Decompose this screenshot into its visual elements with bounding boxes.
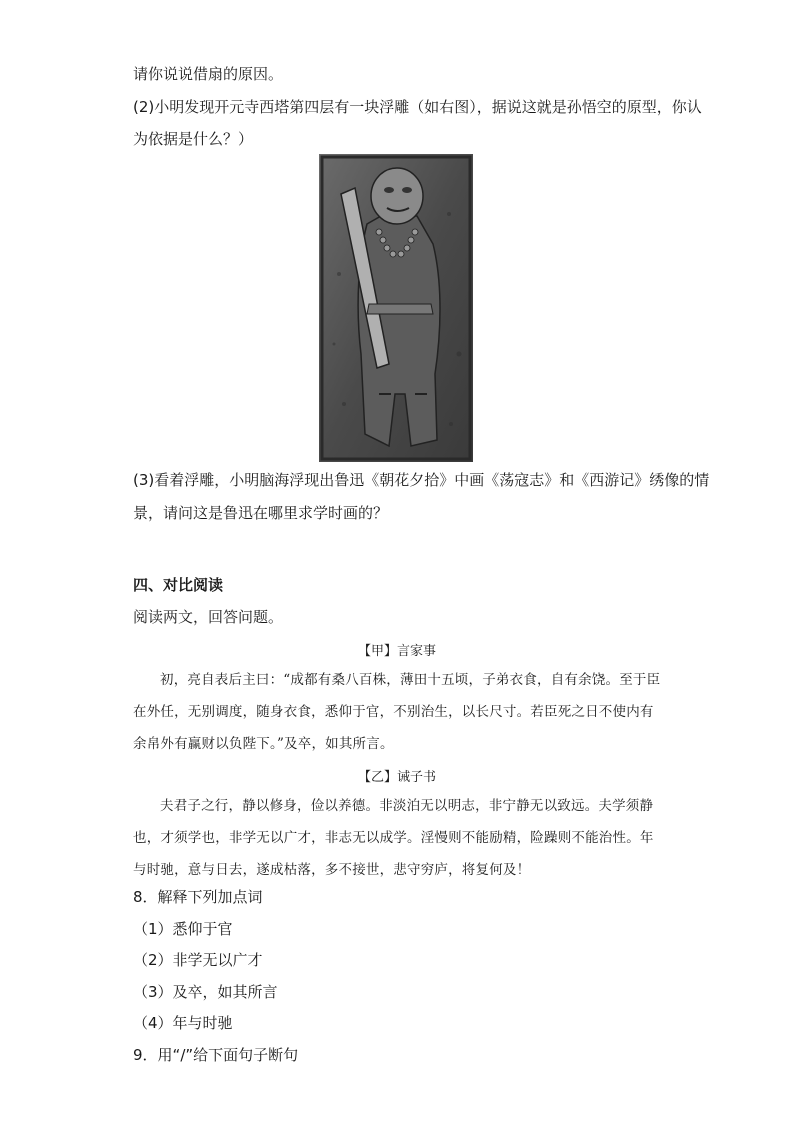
q8-item: （2）非学无以广才 (133, 951, 263, 969)
q9-title: 9．用“/”给下面句子断句 (133, 1046, 299, 1064)
q2-line1: (2)小明发现开元寺西塔第四层有一块浮雕（如右图），据说这就是孙悟空的原型，你认 (133, 98, 702, 116)
q3-line2: 景，请问这是鲁迅在哪里求学时画的？ (133, 504, 389, 522)
section-title: 四、对比阅读 (133, 576, 224, 594)
q8-title: 8．解释下列加点词 (133, 888, 263, 906)
q8-item: （4）年与时驰 (133, 1014, 233, 1032)
q3-line1: (3)看着浮雕，小明脑海浮现出鲁迅《朝花夕拾》中画《荡寇志》和《西游记》绣像的情 (133, 471, 710, 489)
q8-item: （1）悉仰于官 (133, 920, 233, 938)
relief-carving-image (319, 154, 473, 462)
text-b-title: 【乙】诫子书 (357, 770, 436, 785)
q2-line2: 为依据是什么？） (133, 130, 254, 148)
text-b-body: 夫君子之行，静以修身，俭以养德。非淡泊无以明志，非宁静无以致远。夫学须静也，才须学也，非学无以广才，非志无以成学。淫慢则不能励精，险躁则不能治性。年与时驰，意与日去，遂成枯落，多不接世，悲守穷庐，将复何及！ (133, 798, 654, 878)
q1-tail: 请你说说借扇的原因。 (133, 65, 284, 83)
text-a-title: 【甲】言家事 (357, 644, 436, 659)
instruction: 阅读两文，回答问题。 (133, 608, 284, 626)
text-a-body: 初，亮自表后主曰：“成都有桑八百株，薄田十五顷，子弟衣食，自有余饶。至于臣在外任，无别调度，随身衣食，悉仰于官，不别治生，以长尺寸。若臣死之日不使内有余帛外有赢财以负陛下。”及卒，如其所言。 (133, 672, 661, 752)
q8-item: （3）及卒，如其所言 (133, 983, 278, 1001)
